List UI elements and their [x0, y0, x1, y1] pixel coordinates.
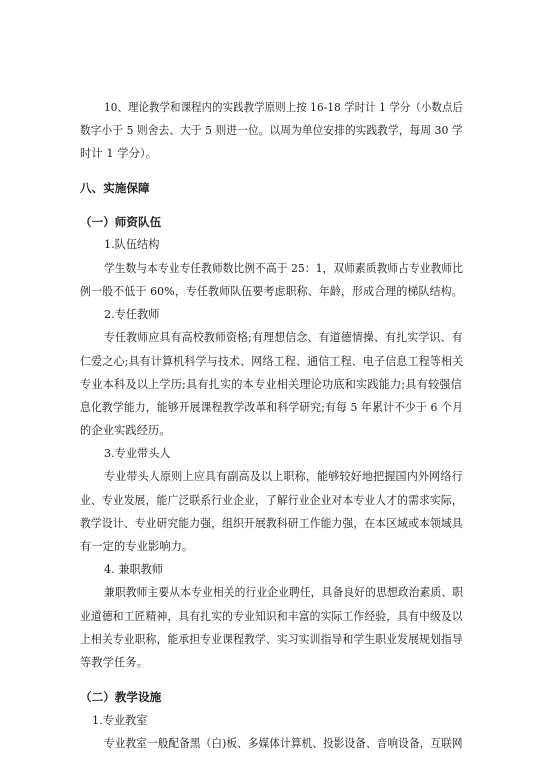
item-title-classroom: 1.专业教室	[92, 714, 148, 727]
fulltime-line-5: 的企业实践经历。	[80, 424, 171, 437]
parttime-line-2: 业道德和工匠精神，具有扎实的专业知识和丰富的实际工作经验，具有中级及以	[80, 610, 463, 623]
paragraph-10-line-3: 时计 1 学分）。	[80, 147, 158, 160]
parttime-line-4: 等教学任务。	[80, 656, 149, 669]
paragraph-10-line-1: 10、理论教学和课程内的实践教学原则上按 16-18 学时计 1 学分（小数点后	[104, 101, 464, 114]
leader-line-4: 有一定的专业影响力。	[80, 540, 194, 553]
leader-line-1: 专业带头人原则上应具有副高及以上职称，能够较好地把握国内外网络行	[104, 470, 463, 483]
fulltime-line-1: 专任教师应具有高校教师资格;有理想信念、有道德情操、有扎实学识、有	[104, 331, 463, 344]
section-heading-implementation: 八、实施保障	[80, 181, 150, 195]
fulltime-line-2: 仁爱之心;具有计算机科学与技术、网络工程、通信工程、电子信息工程等相关	[80, 355, 464, 368]
structure-line-2: 例一般不低于 60%，专任教师队伍要考虑职称、年龄，形成合理的梯队结构。	[80, 285, 463, 298]
classroom-line-1: 专业教室一般配备黑（白)板、多媒体计算机、投影设备、音响设备，互联网	[104, 737, 463, 750]
parttime-line-1: 兼职教师主要从本专业相关的行业企业聘任，具备良好的思想政治素质、职	[104, 586, 464, 599]
item-title-fulltime: 2.专任教师	[104, 308, 160, 321]
item-title-leader: 3.专业带头人	[104, 447, 171, 460]
fulltime-line-4: 息化教学能力，能够开展课程教学改革和科学研究;有每 5 年累计不少于 6 个月	[80, 401, 464, 414]
item-title-parttime: 4. 兼职教师	[104, 563, 163, 576]
parttime-line-3: 上相关专业职称，能承担专业课程教学、实习实训指导和学生职业发展规划指导	[80, 633, 463, 646]
subsection-heading-faculty: （一）师资队伍	[80, 215, 162, 229]
structure-line-1: 学生数与本专业专任教师数比例不高于 25：1，双师素质教师占专业教师比	[104, 262, 464, 275]
item-title-structure: 1.队伍结构	[104, 238, 160, 251]
subsection-heading-facilities: （二）教学设施	[80, 690, 162, 704]
paragraph-10-line-2: 数字小于 5 则舍去、大于 5 则进一位。以周为单位安排的实践教学，每周 30 学	[80, 124, 463, 137]
leader-line-2: 业、专业发展，能广泛联系行业企业，了解行业企业对本专业人才的需求实际，	[80, 494, 463, 507]
leader-line-3: 教学设计、专业研究能力强，组织开展教科研工作能力强，在本区域或本领域具	[80, 517, 463, 530]
fulltime-line-3: 专业本科及以上学历;具有扎实的本专业相关理论功底和实践能力;具有较强信	[80, 378, 462, 391]
